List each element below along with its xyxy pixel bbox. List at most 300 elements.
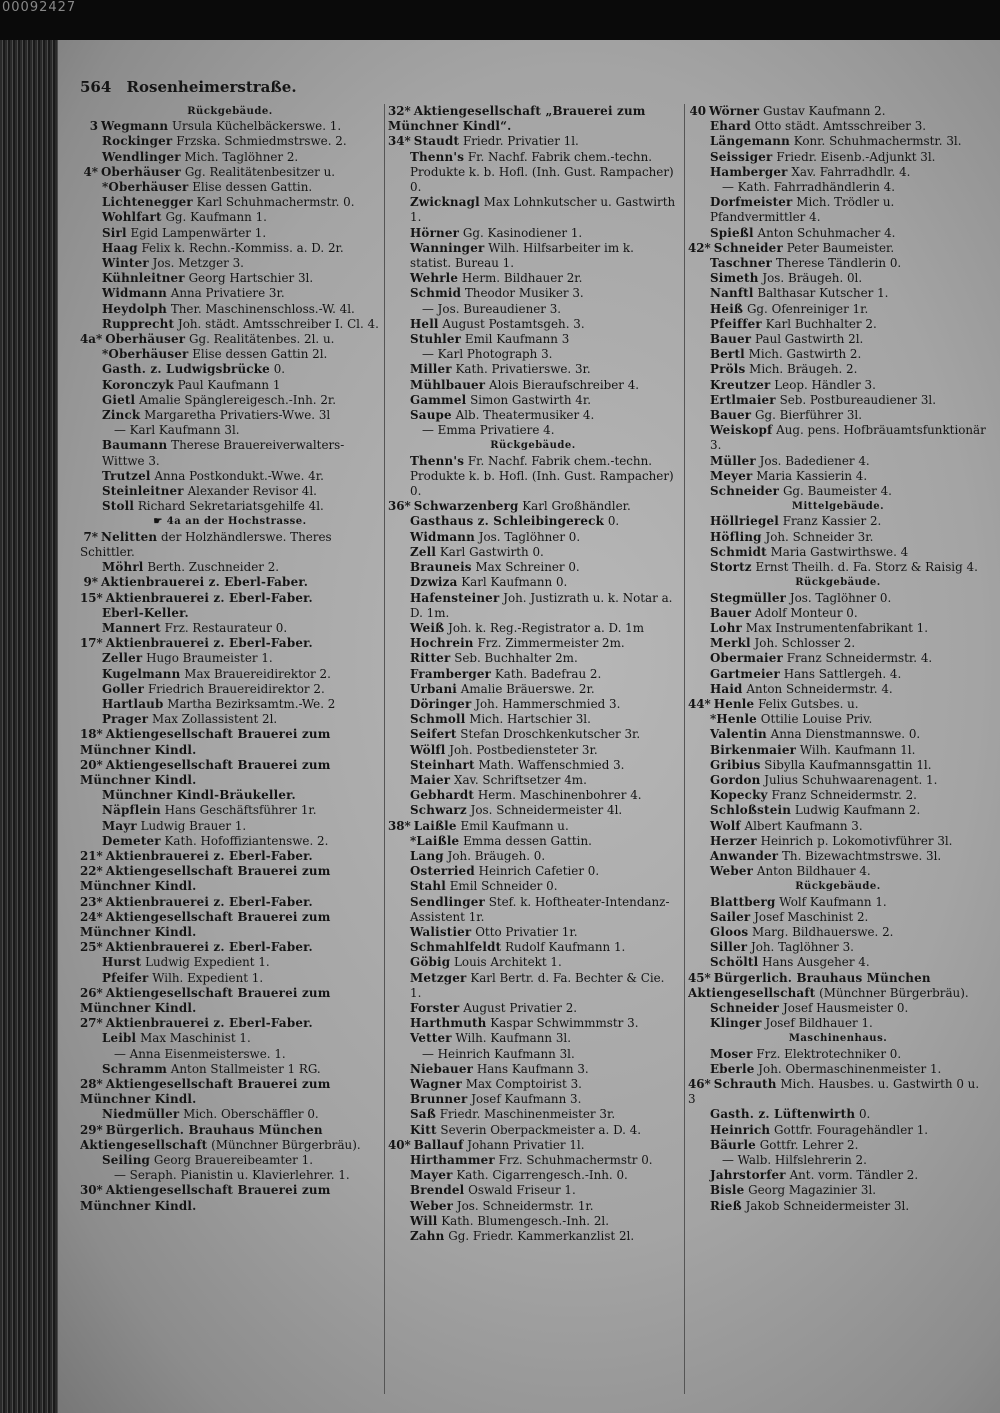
directory-entry — [688, 195, 988, 225]
entry-details: Otto städt. Amtsschreiber 3. — [754, 119, 927, 134]
entry-details: Gg. Ofenreiniger 1r. — [746, 301, 869, 316]
entry-name: Schwarzenberg — [413, 499, 519, 514]
entry-name: Dorfmeister — [710, 195, 793, 210]
entry-name: Miller — [410, 362, 452, 377]
directory-entry — [80, 560, 380, 575]
entry-details: Sibylla Kaufmannsgattin 1l. — [764, 757, 932, 772]
directory-entry — [388, 499, 678, 514]
house-number: 36* — [388, 499, 411, 514]
directory-entry — [388, 545, 678, 560]
entry-name: Wolf — [710, 818, 741, 833]
house-number: 32* — [388, 104, 411, 118]
entry-name: Obermaier — [710, 651, 783, 666]
directory-entry — [388, 134, 678, 149]
entry-details: Mich. Hausbes. u. Gastwirth 0 u. 3 — [688, 1077, 980, 1107]
entry-details: Max Instrumentenfabrikant 1. — [745, 620, 929, 635]
entry-name: Eberle — [710, 1061, 755, 1076]
entry-details: Berth. Zuschneider 2. — [147, 560, 280, 575]
entry-details: Math. Waffenschmied 3. — [478, 757, 625, 772]
directory-entry — [688, 1016, 988, 1031]
directory-entry — [80, 1031, 380, 1046]
entry-name: Gribius — [710, 757, 761, 772]
entry-details: Ludwig Expedient 1. — [145, 955, 270, 970]
house-number: 45* — [688, 970, 711, 985]
directory-entry — [388, 1183, 678, 1198]
directory-entry — [688, 971, 988, 1001]
entry-details: Stefan Droschkenkutscher 3r. — [460, 727, 641, 742]
directory-entry — [388, 575, 678, 590]
directory-entry — [388, 667, 678, 682]
entry-name: Klinger — [710, 1016, 762, 1031]
entry-details: Felix Gutsbes. u. — [758, 696, 859, 711]
entry-name: Zwicknagl — [410, 195, 480, 210]
directory-entry — [388, 1214, 678, 1229]
section-heading: Mittelgebäude. — [791, 501, 885, 513]
entry-name: Vetter — [410, 1031, 452, 1046]
house-number: 27* — [80, 1016, 103, 1031]
directory-entry — [388, 849, 678, 864]
sub-entry: — Emma Privatiere 4. — [422, 423, 555, 438]
entry-name: Nelitten — [101, 529, 158, 544]
house-number: 26* — [80, 985, 103, 1000]
entry-details: Louis Architekt 1. — [454, 955, 562, 970]
house-number: 4a* — [80, 332, 103, 347]
entry-name: Simeth — [710, 271, 759, 286]
directory-entry — [688, 606, 988, 621]
directory-entry — [80, 332, 380, 347]
directory-entry — [688, 910, 988, 925]
directory-entry — [688, 773, 988, 788]
directory-entry — [80, 469, 380, 484]
entry-details: Jos. Taglöhner 0. — [789, 590, 892, 605]
entry-details: August Privatier 2. — [463, 1000, 578, 1015]
entry-details: Friedr. Eisenb.-Adjunkt 3l. — [776, 149, 936, 164]
entry-name: Niedmüller — [102, 1107, 180, 1122]
entry-name: Lohr — [710, 620, 743, 635]
entry-name: Gammel — [410, 392, 467, 407]
house-number: 20* — [80, 757, 103, 772]
entry-name: Bertl — [710, 347, 745, 362]
entry-details: Max Comptoirist 3. — [465, 1077, 582, 1091]
entry-name: Dzwiza — [410, 575, 458, 590]
entry-name: Nanftl — [710, 286, 754, 301]
entry-details: Therese Tändlerin 0. — [775, 256, 902, 271]
entry-name: Harthmuth — [410, 1016, 487, 1031]
entry-details: Franz Kassier 2. — [782, 514, 882, 529]
entry-name: Kopecky — [710, 788, 768, 803]
directory-entry — [388, 1168, 678, 1183]
entry-name: Stoll — [102, 499, 135, 514]
directory-entry — [80, 575, 380, 590]
entry-name: Mühlbauer — [410, 377, 486, 392]
entry-name: Bauer — [710, 332, 752, 347]
scan-id: 00092427 — [2, 0, 77, 15]
entry-name: Gartmeier — [710, 666, 780, 681]
entry-name: Mayr — [102, 818, 137, 833]
directory-entry — [388, 727, 678, 742]
entry-details: Joh. Obermaschinenmeister 1. — [758, 1061, 942, 1076]
directory-entry — [388, 636, 678, 651]
entry-details: Franz Schneidermstr. 4. — [786, 651, 933, 666]
directory-entry — [688, 1183, 988, 1198]
entry-name: Gietl — [102, 392, 136, 407]
directory-entry — [80, 621, 380, 636]
directory-entry — [388, 925, 678, 940]
entry-details: Maria Kassierin 4. — [756, 468, 868, 483]
entry-name: Brauneis — [410, 560, 472, 575]
entry-details: Alexander Revisor 4l. — [187, 484, 317, 499]
entry-name: Heydolph — [102, 301, 168, 316]
entry-details: 0. — [273, 362, 286, 377]
directory-entry — [688, 758, 988, 773]
entry-details: Gg. Friedr. Kammerkanzlist 2l. — [448, 1229, 635, 1244]
entry-details: Jos. Metzger 3. — [152, 256, 244, 271]
directory-entry — [388, 317, 678, 332]
directory-entry — [688, 1168, 988, 1183]
entry-name: Brunner — [410, 1092, 468, 1107]
directory-entry — [80, 971, 380, 986]
directory-entry — [388, 226, 678, 241]
entry-name: Gasth. z. Ludwigsbrücke — [102, 362, 270, 377]
entry-name: Walistier — [410, 924, 472, 939]
entry-details: Georg Hartschier 3l. — [188, 271, 314, 286]
entry-details: Hugo Braumeister 1. — [146, 651, 273, 666]
directory-entry — [80, 317, 380, 332]
entry-details: Otto Privatier 1r. — [475, 924, 578, 939]
directory-entry — [80, 788, 380, 803]
directory-entry — [688, 1062, 988, 1077]
directory-entry — [688, 226, 988, 241]
entry-name: Wölfl — [410, 742, 446, 757]
house-number: 38* — [388, 818, 411, 833]
directory-entry — [80, 378, 380, 393]
entry-name: Bauer — [710, 605, 752, 620]
entry-name: Hörner — [410, 225, 460, 240]
entry-details: Gg. Kasinodiener 1. — [462, 225, 583, 240]
entry-name: Widmann — [102, 286, 167, 301]
directory-entry — [688, 347, 988, 362]
directory-entry — [388, 591, 678, 621]
entry-details: August Postamtsgeh. 3. — [442, 316, 585, 331]
directory-entry — [688, 788, 988, 803]
entry-name: Mannert — [102, 620, 161, 635]
entry-name: Aktiengesellschaft „Brauerei zum Münchner Kindl“. — [388, 104, 646, 134]
entry-name: Hamberger — [710, 164, 788, 179]
directory-entry — [388, 819, 678, 834]
entry-details: Wilh. Kaufmann 3l. — [455, 1031, 571, 1046]
entry-name: Aktiengesellschaft Brauerei zum Münchner Kindl. — [80, 864, 331, 894]
house-number: 18* — [80, 727, 103, 742]
entry-name: Schmahlfeldt — [410, 940, 502, 955]
entry-name: Schneider — [713, 240, 783, 255]
sub-entry: — Jos. Bureaudiener 3. — [422, 301, 562, 316]
house-number: 40 — [689, 104, 706, 118]
sub-entry: — Anna Eisenmeisterswe. 1. — [114, 1046, 286, 1061]
directory-entry — [388, 454, 678, 500]
entry-name: Ballauf — [413, 1137, 464, 1152]
directory-entry — [80, 1062, 380, 1077]
entry-name: Schneider — [710, 1000, 780, 1015]
entry-name: Baumann — [102, 438, 168, 453]
directory-entry — [688, 925, 988, 940]
directory-entry — [80, 1077, 380, 1107]
entry-name: Seissiger — [710, 149, 773, 164]
entry-details: Joh. Bräugeh. 0. — [447, 848, 546, 863]
sub-entry: — Karl Photograph 3. — [422, 347, 553, 362]
directory-entry — [80, 1107, 380, 1122]
directory-entry — [688, 104, 988, 119]
entry-details: Joh. k. Reg.-Registrator a. D. 1m — [448, 620, 645, 635]
entry-name: Henle — [713, 696, 755, 711]
house-number: 42* — [688, 240, 711, 255]
entry-name: Moser — [710, 1046, 753, 1061]
entry-details: Leop. Händler 3. — [774, 377, 876, 392]
entry-details: Joh. Taglöhner 3. — [750, 940, 854, 955]
entry-name: Heinrich — [710, 1122, 771, 1137]
entry-name: Müller — [710, 453, 756, 468]
entry-name: Lichtenegger — [102, 195, 193, 210]
entry-details: Mich. Taglöhner 2. — [184, 149, 299, 164]
entry-name: Seiling — [102, 1153, 151, 1168]
directory-entry — [80, 165, 380, 180]
entry-details: Hans Sattlergeh. 4. — [783, 666, 902, 681]
house-number: 46* — [688, 1077, 711, 1091]
entry-name: Rieß — [710, 1198, 742, 1213]
entry-name: Ertlmaier — [710, 392, 776, 407]
directory-entry — [388, 1138, 678, 1153]
directory-entry — [80, 834, 380, 849]
entry-details: Mich. Bräugeh. 2. — [749, 362, 858, 377]
entry-details: Karl Buchhalter 2. — [765, 316, 877, 331]
entry-name: Schramm — [102, 1061, 168, 1076]
entry-details: Xav. Schriftsetzer 4m. — [454, 772, 587, 787]
entry-name: Lang — [410, 848, 444, 863]
entry-name: Wegmann — [101, 119, 169, 134]
entry-details: Kath. Badefrau 2. — [494, 666, 602, 681]
directory-entry — [388, 195, 678, 225]
entry-name: Wohlfart — [102, 210, 162, 225]
entry-name: Osterried — [410, 864, 475, 879]
sub-entry: — Walb. Hilfslehrerin 2. — [722, 1153, 867, 1168]
directory-entry — [688, 940, 988, 955]
directory-entry — [80, 682, 380, 697]
entry-details: Anton Stallmeister 1 RG. — [170, 1061, 321, 1076]
directory-entry — [80, 393, 380, 408]
directory-entry — [388, 758, 678, 773]
page-header — [80, 78, 297, 96]
entry-details: Karl Schuhmachermstr. 0. — [196, 195, 355, 210]
directory-entry — [80, 180, 380, 195]
entry-details: Ottilie Louise Priv. — [760, 712, 873, 727]
entry-details: Frz. Elektrotechniker 0. — [756, 1046, 902, 1061]
entry-name: Meyer — [710, 468, 753, 483]
directory-entry — [688, 393, 988, 408]
entry-details: der Holzhändlerswe. Theres Schittler. — [80, 529, 332, 559]
entry-name: Weber — [410, 1198, 454, 1213]
entry-details: Gustav Kaufmann 2. — [763, 104, 886, 118]
entry-details: Seb. Buchhalter 2m. — [454, 651, 578, 666]
entry-name: Zeller — [102, 651, 143, 666]
entry-name: Maier — [410, 772, 451, 787]
entry-details: Xav. Fahrradhdlr. 4. — [791, 164, 911, 179]
directory-entry — [80, 651, 380, 666]
directory-entry — [688, 651, 988, 666]
entry-details: Karl Gastwirth 0. — [439, 544, 544, 559]
entry-details: Frzska. Schmiedmstrswe. 2. — [176, 134, 347, 149]
directory-entry — [688, 727, 988, 742]
entry-name: Aktienbrauerei z. Eberl-Faber. — [105, 848, 313, 863]
entry-name: Widmann — [410, 529, 475, 544]
entry-details: Margaretha Privatiers-Wwe. 3l — [144, 408, 331, 423]
directory-entry — [80, 636, 380, 651]
entry-details: Joh. städt. Amtsschreiber I. Cl. 4. — [177, 316, 379, 331]
entry-details: Adolf Monteur 0. — [755, 605, 858, 620]
house-number: 40* — [388, 1137, 411, 1152]
house-number: 28* — [80, 1077, 103, 1091]
directory-entry — [388, 895, 678, 925]
entry-details: Max Brauereidirektor 2. — [184, 666, 331, 681]
entry-name: Blattberg — [710, 894, 776, 909]
entry-details: (Münchner Bürgerbräu). — [819, 985, 969, 1000]
directory-entry — [688, 302, 988, 317]
entry-name: Zinck — [102, 408, 141, 423]
entry-name: *Henle — [710, 712, 757, 727]
entry-name: Trutzel — [102, 468, 151, 483]
entry-details: Emil Kaufmann u. — [460, 818, 569, 833]
entry-details: Gg. Baumeister 4. — [782, 484, 892, 499]
entry-name: Valentin — [710, 727, 767, 742]
entry-name: Hurst — [102, 955, 142, 970]
entry-name: Leibl — [102, 1031, 137, 1046]
column-3 — [688, 104, 988, 1214]
entry-details: Paul Gastwirth 2l. — [755, 332, 864, 347]
directory-entry — [688, 165, 988, 180]
directory-entry — [80, 606, 380, 621]
directory-entry — [80, 697, 380, 712]
entry-name: Bäurle — [710, 1137, 756, 1152]
entry-name: Göbig — [410, 955, 451, 970]
entry-name: Schrauth — [713, 1077, 777, 1091]
directory-entry — [688, 150, 988, 165]
entry-details: Anna Dienstmannswe. 0. — [770, 727, 921, 742]
house-number: 23* — [80, 894, 103, 909]
directory-entry — [388, 682, 678, 697]
entry-details: Wilh. Expedient 1. — [152, 970, 264, 985]
house-number: 4* — [83, 164, 98, 179]
entry-details: Gg. Kaufmann 1. — [165, 210, 267, 225]
directory-entry — [80, 849, 380, 864]
entry-details: Friedr. Privatier 1l. — [462, 134, 579, 149]
entry-details: Elise dessen Gattin 2l. — [192, 347, 328, 362]
entry-name: Staudt — [413, 134, 460, 149]
entry-details: Marg. Bildhauerswe. 2. — [752, 924, 894, 939]
entry-details: Therese Brauereiverwalters-Wittwe 3. — [102, 438, 345, 468]
house-number: 17* — [80, 636, 103, 651]
entry-name: Will — [410, 1213, 438, 1228]
entry-name: Ritter — [410, 651, 451, 666]
entry-details: Albert Kaufmann 3. — [744, 818, 863, 833]
entry-details: Joh. Justizrath u. k. Notar a. D. 1m. — [410, 590, 673, 620]
entry-details: Ludwig Kaufmann 2. — [794, 803, 921, 818]
entry-name: Aktienbrauerei z. Eberl-Faber. — [105, 940, 313, 955]
entry-name: Hochrein — [410, 636, 474, 651]
entry-name: Aktienbrauerei z. Eberl-Faber. — [105, 636, 313, 651]
directory-entry — [688, 621, 988, 636]
entry-details: Ernst Theilh. d. Fa. Storz & Raisig 4. — [755, 560, 978, 575]
directory-entry — [388, 1062, 678, 1077]
directory-entry — [688, 849, 988, 864]
entry-name: Siller — [710, 940, 748, 955]
entry-name: Herzer — [710, 833, 757, 848]
directory-entry — [388, 1077, 678, 1092]
sub-entry: — Kath. Fahrradhändlerin 4. — [722, 180, 896, 195]
entry-details: Wolf Kaufmann 1. — [779, 894, 887, 909]
section-heading: Rückgebäude. — [795, 577, 881, 589]
entry-name: Mayer — [410, 1168, 453, 1183]
house-number: 44* — [688, 696, 711, 711]
entry-details: Heinrich Cafetier 0. — [478, 864, 600, 879]
entry-name: Framberger — [410, 666, 492, 681]
directory-entry — [388, 1001, 678, 1016]
directory-entry — [688, 119, 988, 134]
entry-details: Max Schreiner 0. — [475, 560, 580, 575]
entry-details: Georg Magazinier 3l. — [748, 1183, 877, 1198]
entry-details: Ludwig Brauer 1. — [140, 818, 247, 833]
house-number: 34* — [388, 134, 411, 149]
entry-details: Kath. Hofoffiziantenswe. 2. — [164, 833, 329, 848]
directory-entry — [80, 1153, 380, 1168]
sub-entry: — Karl Kaufmann 3l. — [114, 423, 240, 438]
entry-details: Anton Schuhmacher 4. — [757, 225, 896, 240]
directory-entry — [80, 241, 380, 256]
entry-name: Näpflein — [102, 803, 161, 818]
entry-name: Kühnleitner — [102, 271, 185, 286]
entry-details: Ursula Küchelbäckerswe. 1. — [172, 119, 342, 134]
entry-name: Pröls — [710, 362, 746, 377]
entry-name: Weiskopf — [710, 423, 773, 438]
directory-entry — [688, 803, 988, 818]
directory-entry — [80, 150, 380, 165]
entry-details: Maria Gastwirthswe. 4 — [770, 544, 909, 559]
entry-name: Laißle — [413, 818, 457, 833]
entry-name: Pfeifer — [102, 970, 149, 985]
directory-entry — [80, 758, 380, 788]
entry-details: Josef Kaufmann 3. — [471, 1092, 582, 1107]
directory-entry — [80, 591, 380, 606]
directory-entry — [688, 955, 988, 970]
entry-details: Karl Großhändler. — [522, 499, 631, 514]
entry-name: Höfling — [710, 529, 762, 544]
entry-details: Theodor Musiker 3. — [464, 286, 584, 301]
entry-details: Konr. Schuhmachermstr. 3l. — [793, 134, 962, 149]
entry-details: (Münchner Bürgerbräu). — [211, 1137, 361, 1152]
entry-details: Julius Schuhwaarenagent. 1. — [764, 772, 938, 787]
entry-details: Joh. Schneider 3r. — [765, 529, 874, 544]
entry-details: Joh. Schlosser 2. — [754, 636, 856, 651]
entry-details: Wilh. Kaufmann 1l. — [799, 742, 916, 757]
entry-details: Mich. Trödler u. Pfandvermittler 4. — [710, 195, 895, 225]
directory-entry — [80, 195, 380, 210]
entry-details: Alb. Theatermusiker 4. — [455, 408, 595, 423]
entry-name: Stegmüller — [710, 590, 787, 605]
entry-name: Demeter — [102, 833, 161, 848]
directory-entry — [388, 286, 678, 301]
entry-details: Paul Kaufmann 1 — [177, 377, 281, 392]
entry-details: Gg. Bierführer 3l. — [755, 408, 862, 423]
entry-details: Emil Schneider 0. — [449, 879, 558, 894]
directory-entry — [688, 256, 988, 271]
entry-name: Aktienbrauerei z. Eberl-Faber. — [101, 575, 309, 590]
